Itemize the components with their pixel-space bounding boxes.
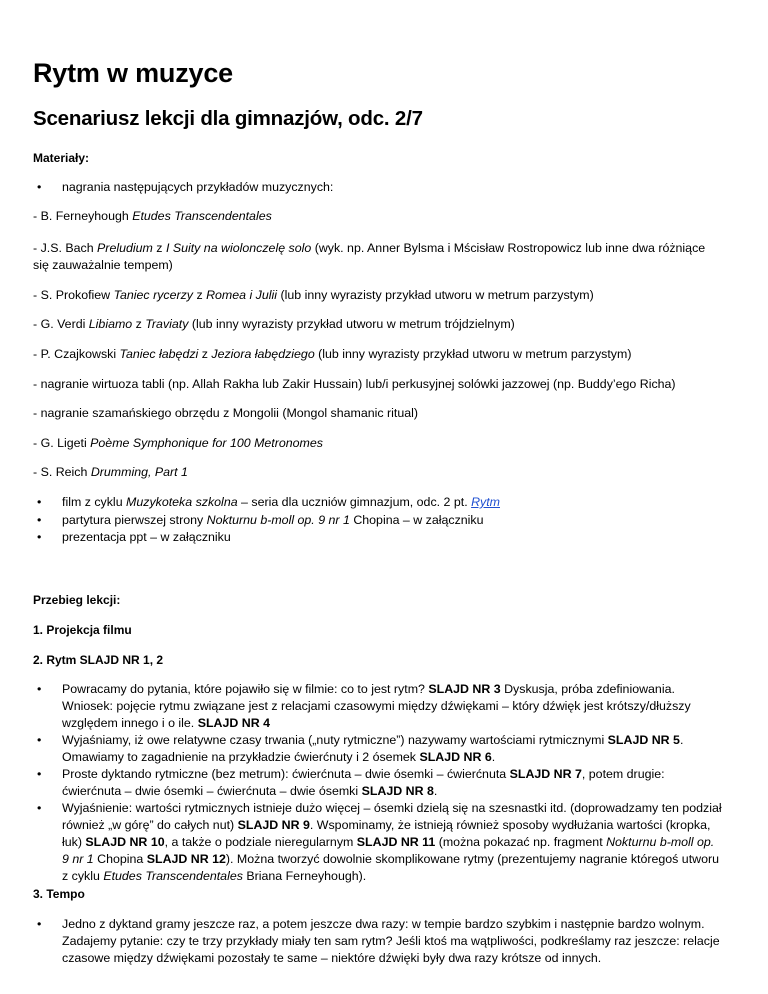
material-score: • partytura pierwszej strony Nokturnu b-moll op. 9 nr 1 Chopina – w załączniku <box>62 512 722 529</box>
step-2-item: • Wyjaśnienie: wartości rytmicznych istnieje dużo więcej – ósemki dzielą się na szesnastki itd. (doprowadzamy ten podział również „w górę” do całych nut) SLAJD NR 9. Wspominamy, że istnieją również sposoby wydłużania wartości (kropka, łuk) SLAJD NR 10, a także o podziale nieregularnym SLAJD NR 11 (można pokazać np. fragment Nokturnu b-moll op. 9 nr 1 Chopina SLAJD NR 12). Można tworzyć dowolnie skomplikowane rytmy (prezentujemy nagranie któregoś utworu z cyklu Etudes Transcendentales Briana Ferneyhough). <box>62 800 722 885</box>
step-2-heading: 2. Rytm SLAJD NR 1, 2 <box>33 653 164 667</box>
step-3-heading: 3. Tempo <box>33 887 85 901</box>
rytm-link[interactable]: Rytm <box>471 495 500 509</box>
example-item: - S. Reich Drumming, Part 1 <box>33 465 188 479</box>
course-heading: Przebieg lekcji: <box>33 593 121 607</box>
materials-heading: Materiały: <box>33 151 90 165</box>
example-item: - B. Ferneyhough Etudes Transcendentales <box>33 209 272 223</box>
step-2-item: • Powracamy do pytania, które pojawiło się w filmie: co to jest rytm? SLAJD NR 3 Dyskusja, próba zdefiniowania. Wniosek: pojęcie rytmu związane jest z relacjami czasowymi między dźwiękami – który dźwięk jest krótszy/dłuższy względem innego i o ile. SLAJD NR 4 <box>62 681 722 732</box>
page-title: Rytm w muzyce <box>33 58 233 88</box>
material-presentation: • prezentacja ppt – w załączniku <box>62 529 722 546</box>
step-2-item: • Wyjaśniamy, iż owe relatywne czasy trwania („nuty rytmiczne”) nazywamy wartościami rytmicznymi SLAJD NR 5. Omawiamy to zagadnienie na przykładzie ćwierćnuty i 2 ósemek SLAJD NR 6. <box>62 732 722 766</box>
materials-intro: • nagrania następujących przykładów muzycznych: <box>62 179 722 196</box>
page-subtitle: Scenariusz lekcji dla gimnazjów, odc. 2/7 <box>33 107 423 130</box>
material-film: • film z cyklu Muzykoteka szkolna – seria dla uczniów gimnazjum, odc. 2 pt. Rytm <box>62 494 722 511</box>
example-item: - nagranie szamańskiego obrzędu z Mongolii (Mongol shamanic ritual) <box>33 406 418 420</box>
example-item: - nagranie wirtuoza tabli (np. Allah Rakha lub Zakir Hussain) lub/i perkusyjnej solówki jazzowej (np. Buddy’ego Richa) <box>33 377 676 391</box>
example-item: - S. Prokofiew Taniec rycerzy z Romea i Julii (lub inny wyrazisty przykład utworu w metrum parzystym) <box>33 288 594 302</box>
example-item: - G. Verdi Libiamo z Traviaty (lub inny wyrazisty przykład utworu w metrum trójdzielnym) <box>33 317 515 331</box>
example-item: - G. Ligeti Poème Symphonique for 100 Metronomes <box>33 436 323 450</box>
example-item: - J.S. Bach Preludium z I Suity na wiolonczelę solo (wyk. np. Anner Bylsma i Mścisław Rostropowicz lub inne dwa różniące się zauważalnie tempem) <box>33 241 706 272</box>
step-3-item: • Jedno z dyktand gramy jeszcze raz, a potem jeszcze dwa razy: w tempie bardzo szybkim i następnie bardzo wolnym. Zadajemy pytanie: czy te trzy przykłady miały ten sam rytm? Jeśli ktoś ma wątpliwości, podkreślamy raz jeszcze: relacje czasowe między dźwiękami pozostały te same – niektóre dźwięki były dwa razy krótsze od innych. <box>62 916 722 967</box>
example-item: - P. Czajkowski Taniec łabędzi z Jeziora łabędziego (lub inny wyrazisty przykład utworu w metrum parzystym) <box>33 347 632 361</box>
step-2-item: • Proste dyktando rytmiczne (bez metrum): ćwierćnuta – dwie ósemki – ćwierćnuta SLAJD NR 7, potem drugie: ćwierćnuta – dwie ósemki – ćwierćnuta – dwie ósemki SLAJD NR 8. <box>62 766 722 800</box>
step-1-heading: 1. Projekcja filmu <box>33 623 132 637</box>
